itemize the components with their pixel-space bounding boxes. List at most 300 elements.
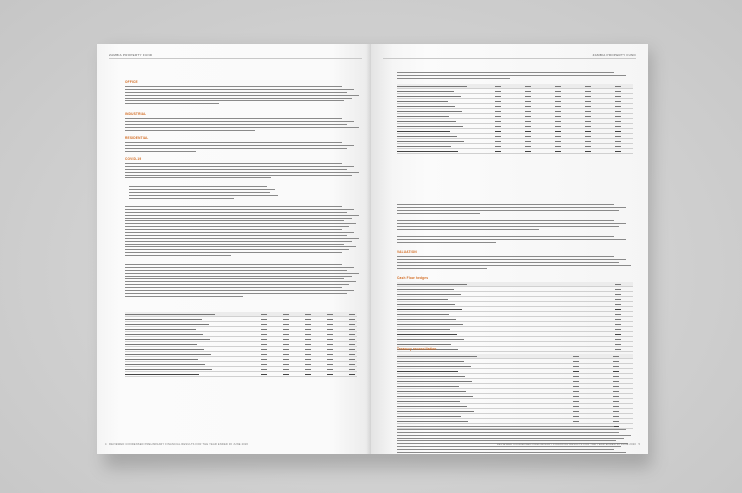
text-line	[125, 293, 347, 294]
table-cell	[327, 314, 333, 315]
table-cell	[615, 304, 621, 305]
text-line	[125, 281, 356, 282]
table-cell	[327, 334, 333, 335]
row-label	[125, 334, 203, 335]
table-cell	[495, 151, 501, 152]
table-cell	[615, 349, 621, 350]
row-label	[397, 136, 457, 137]
text-line	[125, 270, 347, 271]
table-cell	[349, 374, 355, 375]
text-line	[125, 98, 352, 99]
text-line	[125, 124, 347, 125]
text-line	[125, 121, 354, 122]
rent-collection-table	[125, 312, 357, 377]
table-cell	[327, 369, 333, 370]
row-label	[125, 344, 197, 345]
text-line	[125, 287, 342, 288]
table-cell	[613, 416, 619, 417]
table-cell	[615, 294, 621, 295]
text-line	[125, 89, 354, 90]
table-cell	[261, 339, 267, 340]
table-cell	[261, 374, 267, 375]
table-cell	[615, 314, 621, 315]
text-line	[125, 148, 347, 149]
text-line	[125, 238, 359, 239]
table-cell	[261, 344, 267, 345]
text-line	[397, 72, 614, 73]
row-label	[125, 349, 204, 350]
text-line	[397, 242, 496, 243]
table-cell	[261, 329, 267, 330]
table-cell	[585, 91, 591, 92]
sector-table	[397, 84, 633, 154]
table-cell	[585, 86, 591, 87]
table-cell	[525, 111, 531, 112]
text-line	[125, 290, 354, 291]
table-cell	[327, 349, 333, 350]
table-cell	[615, 111, 621, 112]
text-line	[125, 232, 354, 233]
row-label	[125, 359, 198, 360]
table-cell	[261, 319, 267, 320]
table-cell	[349, 324, 355, 325]
table-cell	[349, 364, 355, 365]
text-line	[397, 78, 510, 79]
row-label	[125, 374, 199, 375]
table-cell	[613, 371, 619, 372]
paragraph	[125, 142, 361, 154]
table-cell	[613, 406, 619, 407]
table-cell	[585, 116, 591, 117]
row-label	[397, 294, 461, 295]
right-page	[371, 44, 648, 454]
table-cell	[615, 289, 621, 290]
table-cell	[615, 131, 621, 132]
table-cell	[585, 121, 591, 122]
text-line	[125, 127, 359, 128]
row-label	[397, 289, 454, 290]
table-cell	[349, 369, 355, 370]
row-label	[397, 366, 471, 367]
table-cell	[555, 151, 561, 152]
row-label	[397, 146, 451, 147]
table-cell	[495, 116, 501, 117]
row-label	[397, 339, 464, 340]
text-line	[129, 189, 275, 190]
text-line	[397, 446, 621, 447]
table-row	[125, 372, 357, 377]
table-cell	[495, 141, 501, 142]
row-label	[397, 386, 459, 387]
text-line	[397, 265, 631, 266]
table-cell	[615, 116, 621, 117]
running-header: ZAMBIA PROPERTY FUND	[592, 53, 636, 57]
table-cell	[327, 319, 333, 320]
text-line	[125, 264, 342, 265]
text-line	[125, 206, 342, 207]
table-cell	[305, 314, 311, 315]
table-cell	[327, 329, 333, 330]
table-cell	[283, 339, 289, 340]
table-cell	[615, 91, 621, 92]
table-cell	[305, 374, 311, 375]
paragraph	[397, 236, 633, 245]
paragraph	[125, 206, 361, 258]
table-cell	[495, 121, 501, 122]
row-label	[397, 319, 456, 320]
table-cell	[585, 131, 591, 132]
text-line	[397, 204, 614, 205]
table-cell	[283, 374, 289, 375]
table-cell	[615, 334, 621, 335]
text-line	[397, 432, 619, 433]
row-label	[397, 401, 460, 402]
table-cell	[555, 106, 561, 107]
text-line	[397, 435, 631, 436]
table-cell	[261, 334, 267, 335]
row-label	[397, 111, 462, 112]
text-line	[397, 226, 619, 227]
text-line	[125, 209, 354, 210]
table-cell	[615, 324, 621, 325]
table-cell	[615, 299, 621, 300]
table-cell	[283, 344, 289, 345]
text-line	[125, 249, 349, 250]
table-cell	[349, 314, 355, 315]
table-cell	[615, 106, 621, 107]
table-cell	[327, 359, 333, 360]
table-cell	[615, 141, 621, 142]
text-line	[397, 256, 614, 257]
row-label	[125, 329, 196, 330]
row-label	[397, 314, 449, 315]
table-cell	[615, 136, 621, 137]
text-line	[125, 215, 359, 216]
text-line	[125, 163, 342, 164]
row-label	[397, 304, 455, 305]
text-line	[125, 278, 344, 279]
table-cell	[585, 151, 591, 152]
row-label	[397, 381, 472, 382]
text-line	[397, 236, 614, 237]
text-line	[129, 195, 278, 196]
table-cell	[615, 284, 621, 285]
table-cell	[555, 91, 561, 92]
table-cell	[283, 334, 289, 335]
row-label	[125, 364, 205, 365]
bullet-list	[129, 186, 279, 200]
table-cell	[585, 101, 591, 102]
row-label	[125, 339, 210, 340]
table-cell	[573, 421, 579, 422]
row-label	[397, 334, 457, 335]
paragraph	[125, 86, 361, 106]
table-cell	[525, 86, 531, 87]
row-label	[125, 369, 212, 370]
table-cell	[495, 96, 501, 97]
text-line	[125, 151, 196, 152]
page-number: 5	[638, 443, 640, 446]
header-rule	[383, 58, 636, 59]
table-cell	[305, 349, 311, 350]
text-line	[125, 229, 342, 230]
table-cell	[495, 91, 501, 92]
table-cell	[525, 141, 531, 142]
text-line	[125, 223, 356, 224]
table-cell	[585, 96, 591, 97]
table-cell	[613, 381, 619, 382]
text-line	[125, 95, 359, 96]
table-cell	[615, 151, 621, 152]
text-line	[125, 175, 352, 176]
table-cell	[615, 339, 621, 340]
paragraph	[397, 426, 633, 454]
table-cell	[613, 411, 619, 412]
text-line	[125, 276, 352, 277]
row-label	[397, 121, 456, 122]
text-line	[397, 75, 626, 76]
table-cell	[615, 96, 621, 97]
text-line	[397, 449, 614, 450]
row-label	[397, 309, 462, 310]
section-heading-office: OFFICE	[125, 80, 138, 84]
table-cell	[615, 344, 621, 345]
table-cell	[585, 136, 591, 137]
page-footer: REVIEWED CONDENSED PRELIMINARY FINANCIAL RESULTS FOR THE YEAR ENDED 30 JUNE 2020	[109, 443, 249, 446]
row-label	[397, 411, 474, 412]
page-footer: REVIEWED CONDENSED PRELIMINARY FINANCIAL RESULTS FOR THE YEAR ENDED 30 JUNE 2020	[496, 443, 636, 446]
table-cell	[305, 329, 311, 330]
row-label	[397, 151, 458, 152]
text-line	[397, 426, 614, 427]
table-cell	[573, 356, 579, 357]
text-line	[125, 220, 344, 221]
table-cell	[305, 359, 311, 360]
table-cell	[349, 329, 355, 330]
table-cell	[615, 126, 621, 127]
text-line	[125, 100, 344, 101]
paragraph	[397, 256, 633, 270]
text-line	[125, 103, 219, 104]
row-label	[397, 91, 454, 92]
table-cell	[283, 319, 289, 320]
table-cell	[525, 96, 531, 97]
table-cell	[613, 401, 619, 402]
text-line	[397, 223, 626, 224]
table-cell	[283, 369, 289, 370]
table-cell	[555, 86, 561, 87]
text-line	[125, 246, 356, 247]
table-cell	[615, 319, 621, 320]
row-label	[397, 86, 467, 87]
table-cell	[525, 136, 531, 137]
table-cell	[349, 359, 355, 360]
table-cell	[525, 131, 531, 132]
table-cell	[555, 121, 561, 122]
paragraph	[397, 204, 633, 216]
row-label	[397, 101, 448, 102]
table-cell	[573, 416, 579, 417]
table-cell	[525, 101, 531, 102]
table-cell	[283, 314, 289, 315]
table-cell	[283, 364, 289, 365]
table-cell	[615, 329, 621, 330]
table-cell	[615, 101, 621, 102]
table-cell	[585, 126, 591, 127]
table-cell	[525, 116, 531, 117]
table-cell	[349, 319, 355, 320]
table-cell	[327, 374, 333, 375]
table-cell	[349, 339, 355, 340]
left-page	[97, 44, 374, 454]
table-cell	[525, 126, 531, 127]
table-cell	[327, 324, 333, 325]
table-cell	[555, 96, 561, 97]
running-header: ZAMBIA PROPERTY FUND	[109, 53, 153, 57]
table-cell	[525, 146, 531, 147]
table-cell	[525, 151, 531, 152]
table-cell	[349, 344, 355, 345]
row-label	[125, 324, 209, 325]
text-line	[129, 186, 267, 187]
row-label	[397, 344, 451, 345]
text-line	[125, 177, 271, 178]
table-cell	[613, 356, 619, 357]
text-line	[125, 252, 342, 253]
table-cell	[283, 359, 289, 360]
header-rule	[109, 58, 362, 59]
section-heading-hedges: Cash Flow hedges	[397, 276, 429, 280]
table-cell	[261, 324, 267, 325]
table-cell	[585, 106, 591, 107]
row-label	[125, 319, 202, 320]
table-cell	[305, 369, 311, 370]
row-label	[397, 406, 467, 407]
table-cell	[261, 359, 267, 360]
paragraph	[125, 118, 361, 132]
text-line	[397, 438, 624, 439]
table-cell	[327, 344, 333, 345]
text-line	[129, 198, 234, 199]
text-line	[125, 172, 359, 173]
text-line	[397, 452, 626, 453]
table-cell	[573, 381, 579, 382]
table-cell	[283, 349, 289, 350]
table-cell	[305, 324, 311, 325]
table-cell	[305, 364, 311, 365]
table-cell	[585, 141, 591, 142]
table-cell	[613, 421, 619, 422]
table-cell	[573, 411, 579, 412]
text-line	[125, 267, 354, 268]
row-label	[397, 126, 463, 127]
text-line	[397, 262, 619, 263]
table-cell	[613, 386, 619, 387]
table-cell	[283, 324, 289, 325]
text-line	[125, 296, 243, 297]
text-line	[125, 218, 352, 219]
text-line	[397, 220, 614, 221]
table-cell	[261, 349, 267, 350]
section-heading-industrial: INDUSTRIAL	[125, 112, 147, 116]
table-cell	[327, 354, 333, 355]
table-cell	[613, 376, 619, 377]
table-cell	[613, 366, 619, 367]
table-cell	[261, 364, 267, 365]
text-line	[125, 273, 359, 274]
section-heading-residential: RESIDENTIAL	[125, 136, 149, 140]
table-cell	[555, 136, 561, 137]
section-heading-valuation: VALUATION	[397, 250, 417, 254]
section-heading-treasury: Treasury reconciliation	[397, 347, 437, 351]
text-line	[397, 259, 626, 260]
table-cell	[615, 121, 621, 122]
text-line	[125, 142, 342, 143]
text-line	[397, 239, 626, 240]
table-cell	[613, 391, 619, 392]
page-number: 4	[105, 443, 107, 446]
row-label	[397, 141, 464, 142]
row-label	[397, 131, 450, 132]
table-cell	[555, 131, 561, 132]
paragraph	[397, 72, 633, 81]
table-cell	[261, 369, 267, 370]
text-line	[129, 192, 270, 193]
table-cell	[495, 146, 501, 147]
text-line	[125, 255, 231, 256]
table-cell	[555, 146, 561, 147]
table-cell	[613, 361, 619, 362]
text-line	[397, 210, 619, 211]
row-label	[397, 106, 455, 107]
row-label	[397, 116, 449, 117]
text-line	[397, 440, 616, 441]
row-label	[397, 421, 468, 422]
table-cell	[585, 111, 591, 112]
table-cell	[495, 131, 501, 132]
table-cell	[349, 354, 355, 355]
row-label	[397, 96, 461, 97]
row-label	[397, 376, 465, 377]
table-cell	[495, 101, 501, 102]
table-cell	[615, 309, 621, 310]
row-label	[397, 329, 450, 330]
table-cell	[573, 371, 579, 372]
text-line	[125, 212, 347, 213]
table-cell	[305, 339, 311, 340]
table-cell	[525, 91, 531, 92]
row-label	[397, 324, 463, 325]
table-cell	[555, 111, 561, 112]
table-cell	[615, 86, 621, 87]
text-line	[125, 130, 255, 131]
table-cell	[613, 396, 619, 397]
section-heading-covid: COVID-19	[125, 157, 142, 161]
table-cell	[305, 319, 311, 320]
text-line	[125, 166, 354, 167]
text-line	[125, 244, 344, 245]
table-cell	[525, 106, 531, 107]
table-cell	[573, 406, 579, 407]
row-label	[397, 416, 461, 417]
text-line	[125, 92, 347, 93]
treasury-table	[397, 354, 633, 429]
table-cell	[573, 361, 579, 362]
hedges-table	[397, 282, 633, 352]
table-cell	[495, 136, 501, 137]
paragraph	[397, 220, 633, 232]
table-cell	[555, 141, 561, 142]
